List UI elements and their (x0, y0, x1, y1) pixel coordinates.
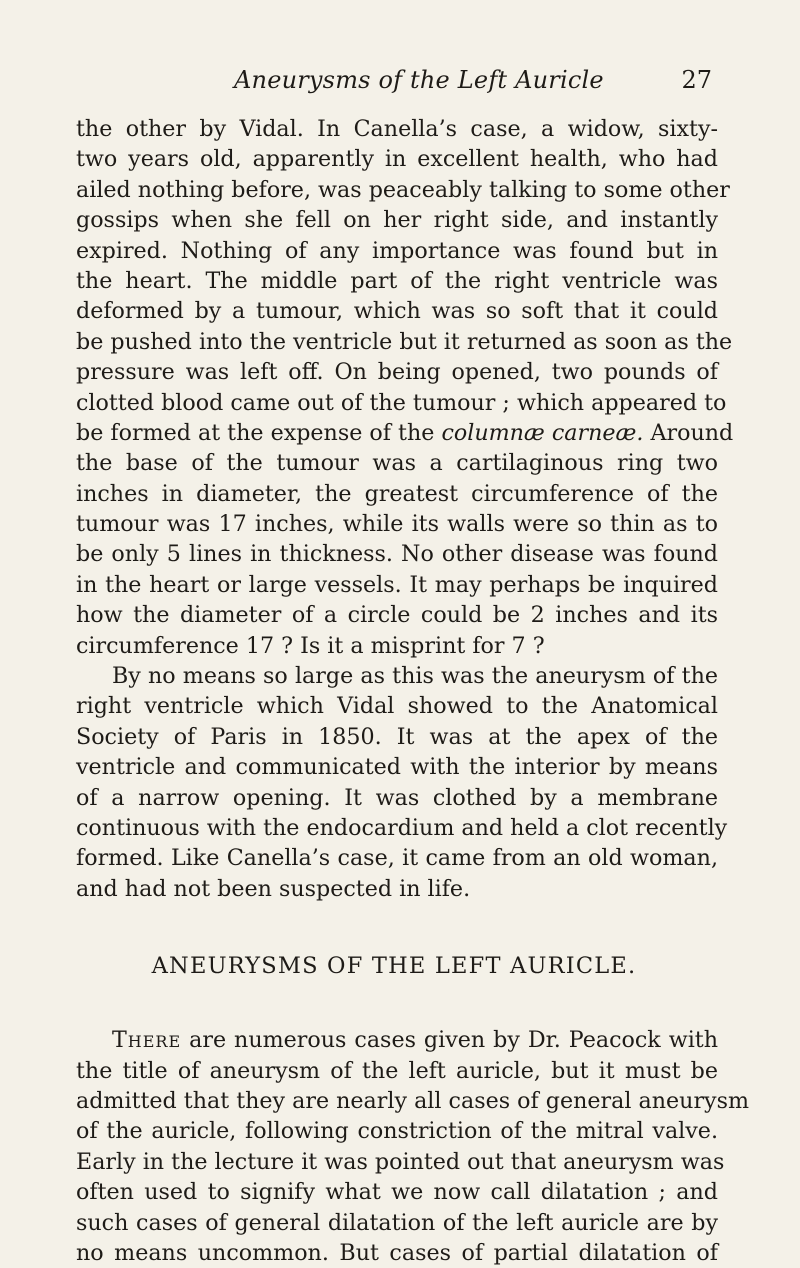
paragraph-3 (76, 1025, 750, 1268)
text-segment: Around (643, 419, 734, 446)
text-line: pressure was left off. On being opened, two pounds of (76, 359, 718, 386)
section-heading: ANEURYSMS OF THE LEFT AURICLE. (151, 953, 637, 980)
text-line: be pushed into the ventricle but it returned as soon as the (76, 328, 733, 355)
text-line: how the diameter of a circle could be 2 inches and its (76, 602, 718, 629)
text-line: inches in diameter, the greatest circumference of the (76, 480, 718, 507)
text-line: By no means so large as this was the aneurysm of the (112, 663, 718, 690)
running-head (0, 66, 800, 106)
text-line: admitted that they are nearly all cases of general aneurysm (76, 1087, 750, 1114)
text-line: such cases of general dilatation of the left auricle are by (76, 1209, 718, 1236)
text-line: the title of aneurysm of the left auricle, but it must be (76, 1057, 718, 1084)
page-number: 27 (681, 66, 712, 94)
text-line: clotted blood came out of the tumour ; which appeared to (76, 389, 727, 416)
smallcaps-opening-word: There (112, 1027, 182, 1054)
text-line: the heart. The middle part of the right ventricle was (76, 267, 718, 294)
text-line: tumour was 17 inches, while its walls were so thin as to (76, 511, 718, 538)
text-line: and had not been suspected in life. (76, 875, 471, 902)
text-segment: are numerous cases given by Dr. Peacock with (181, 1027, 718, 1054)
text-line: right ventricle which Vidal showed to the Anatomical (76, 693, 718, 720)
running-title: Aneurysms of the Left Auricle (234, 66, 604, 94)
text-line: formed. Like Canella’s case, it came from an old woman, (76, 845, 718, 872)
text-line: gossips when she fell on her right side, and instantly (76, 207, 718, 234)
paragraph-2 (76, 661, 728, 904)
text-line: circumference 17 ? Is it a misprint for 7 ? (76, 632, 545, 659)
text-line: in the heart or large vessels. It may perhaps be inquired (76, 571, 718, 598)
section-spacer (76, 904, 718, 951)
paragraph-1 (76, 114, 734, 661)
section-spacer (76, 981, 718, 1025)
text-line: of a narrow opening. It was clothed by a membrane (76, 784, 718, 811)
text-line: expired. Nothing of any importance was found but in (76, 237, 718, 264)
text-line: the other by Vidal. In Canella’s case, a widow, sixty- (76, 116, 718, 142)
italic-term: columnæ carneæ. (441, 419, 644, 446)
text-line: two years old, apparently in excellent health, who had (76, 146, 718, 173)
text-line: Society of Paris in 1850. It was at the apex of the (76, 723, 718, 750)
text-line: Early in the lecture it was pointed out that aneurysm was (76, 1148, 725, 1175)
text-line: no means uncommon. But cases of partial dilatation of (76, 1239, 718, 1266)
page-body (76, 114, 750, 1268)
text-line-with-italic (76, 418, 734, 448)
text-line: ventricle and communicated with the interior by means (76, 754, 718, 781)
text-line-with-smallcaps (76, 1025, 718, 1055)
text-line: deformed by a tumour, which was so soft that it could (76, 298, 718, 325)
text-line: ailed nothing before, was peaceably talking to some other (76, 176, 730, 203)
text-line: be only 5 lines in thickness. No other disease was found (76, 541, 718, 568)
text-line: often used to signify what we now call dilatation ; and (76, 1179, 718, 1206)
text-segment: be formed at the expense of the (76, 419, 442, 446)
text-line: continuous with the endocardium and held a clot recently (76, 814, 728, 841)
text-line: the base of the tumour was a cartilaginous ring two (76, 450, 718, 477)
text-line: of the auricle, following constriction of the mitral valve. (76, 1118, 718, 1145)
